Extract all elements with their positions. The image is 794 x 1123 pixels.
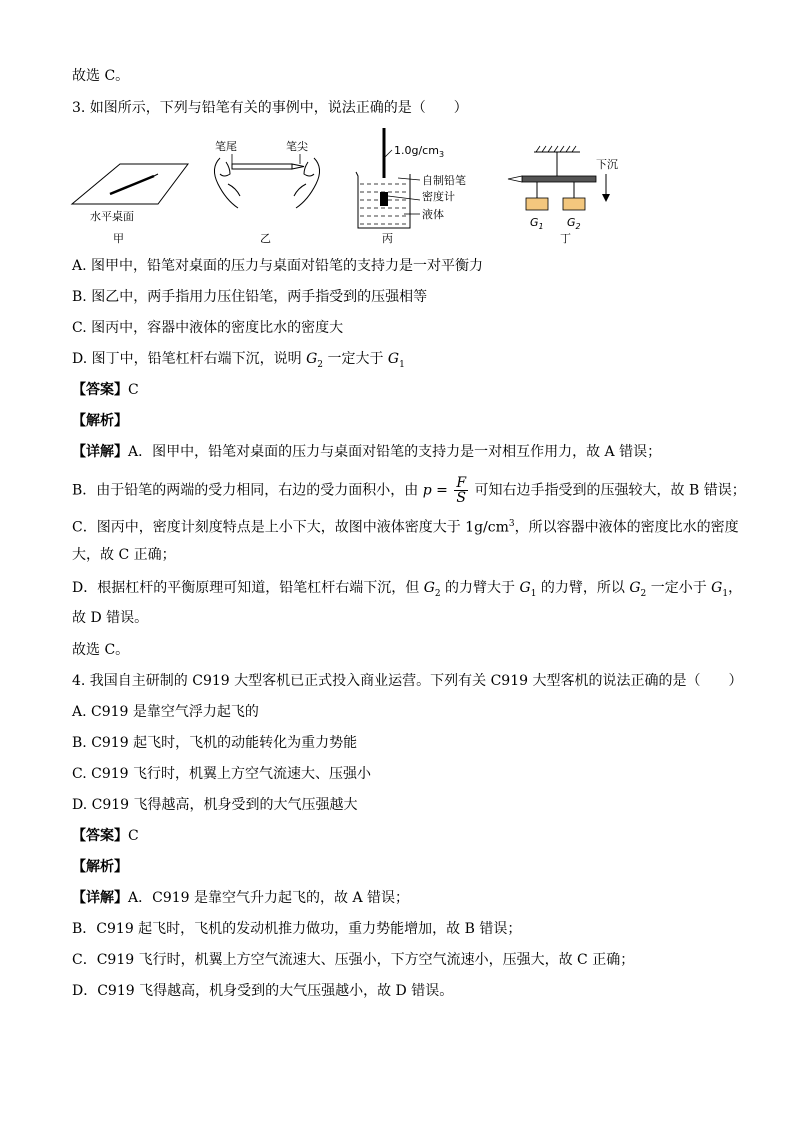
q3-detail-b: B．由于铅笔的两端的受力相同，右边的受力面积小，由 p = $\frac{F}{S}$ 可知右边手指受到的压强较大，故 B 错误； bbox=[72, 475, 746, 506]
q3-option-c: C. 图丙中，容器中液体的密度比水的密度大 bbox=[72, 320, 344, 336]
jia-label: 甲 bbox=[113, 232, 124, 245]
figure-jia bbox=[72, 164, 188, 245]
ding-sink-label: 下沉 bbox=[596, 158, 618, 171]
q4-answer: 【答案】C bbox=[72, 828, 139, 844]
q3-option-a: A. 图甲中，铅笔对桌面的压力与桌面对铅笔的支持力是一对平衡力 bbox=[72, 258, 484, 274]
q3-conclusion: 故选 C。 bbox=[72, 642, 130, 658]
q4-analysis-tag: 【解析】 bbox=[72, 859, 128, 875]
q2-conclusion: 故选 C。 bbox=[72, 68, 130, 84]
bing-pencil-label: 自制铅笔 bbox=[422, 174, 466, 187]
q3-option-d: D. 图丁中，铅笔杠杆右端下沉，说明 $G_2$ 一定大于 $G_1$ bbox=[72, 351, 405, 370]
figure-ding bbox=[508, 146, 618, 245]
q4-option-a: A. C919 是靠空气浮力起飞的 bbox=[72, 704, 259, 720]
ding-g2-label: $G_2$ bbox=[567, 216, 581, 231]
q3-answer: 【答案】C bbox=[72, 382, 139, 398]
q3-detail-c1: C．图丙中，密度计刻度特点是上小下大，故图中液体密度大于 $1g/cm^3$，所以容器中液体的密度比水的密度 bbox=[72, 519, 739, 536]
q3-analysis-tag: 【解析】 bbox=[72, 413, 128, 429]
q4-option-b: B. C919 起飞时，飞机的动能转化为重力势能 bbox=[72, 735, 358, 751]
q4-option-d: D. C919 飞得越高，机身受到的大气压强越大 bbox=[72, 797, 358, 813]
q4-detail-a: 【详解】A．C919 是靠空气升力起飞的，故 A 错误； bbox=[72, 890, 410, 906]
q3-detail-d1: D．根据杠杆的平衡原理可知道，铅笔杠杆右端下沉，但 $G_2$ 的力臂大于 $G_1$ 的力臂，所以 $G_2$ 一定小于 $G_1$， bbox=[72, 580, 743, 599]
jia-caption: 水平桌面 bbox=[90, 210, 134, 223]
yi-tail-label: 笔尾 bbox=[215, 140, 237, 153]
q4-stem: 4. 我国自主研制的 C919 大型客机已正式投入商业运营。下列有关 C919 大型客机的说法正确的是（ ） bbox=[72, 673, 743, 689]
bing-meter-label: 密度计 bbox=[422, 190, 455, 203]
q3-detail-c2: 大，故 C 正确； bbox=[72, 547, 176, 563]
bing-scale-label: $1.0g/cm_3$ bbox=[394, 144, 445, 159]
q3-detail-a: 【详解】A．图甲中，铅笔对桌面的压力与桌面对铅笔的支持力是一对相互作用力，故 A 错误； bbox=[72, 444, 662, 460]
q3-detail-d2: 故 D 错误。 bbox=[72, 610, 149, 626]
q3-stem: 3. 如图所示，下列与铅笔有关的事例中，说法正确的是（ ） bbox=[72, 100, 468, 116]
q3-option-b: B. 图乙中，两手指用力压住铅笔，两手指受到的压强相等 bbox=[72, 289, 428, 305]
figure-yi bbox=[214, 139, 319, 245]
q4-detail-d: D．C919 飞得越高，机身受到的大气压强越小，故 D 错误。 bbox=[72, 983, 454, 999]
yi-label: 乙 bbox=[260, 232, 271, 245]
ding-label: 丁 bbox=[560, 232, 571, 245]
q4-option-c: C. C919 飞行时，机翼上方空气流速大、压强小 bbox=[72, 766, 371, 782]
yi-tip-label: 笔尖 bbox=[286, 140, 308, 153]
bing-liquid-label: 液体 bbox=[422, 208, 444, 221]
q4-detail-c: C．C919 飞行时，机翼上方空气流速大、压强小，下方空气流速小，压强大，故 C 正确； bbox=[72, 952, 635, 968]
bing-label: 丙 bbox=[382, 232, 393, 245]
q3-figure bbox=[60, 128, 700, 250]
q4-detail-b: B．C919 起飞时，飞机的发动机推力做功，重力势能增加，故 B 错误； bbox=[72, 921, 522, 937]
ding-g1-label: $G_1$ bbox=[530, 216, 544, 231]
figure-bing bbox=[356, 128, 466, 245]
